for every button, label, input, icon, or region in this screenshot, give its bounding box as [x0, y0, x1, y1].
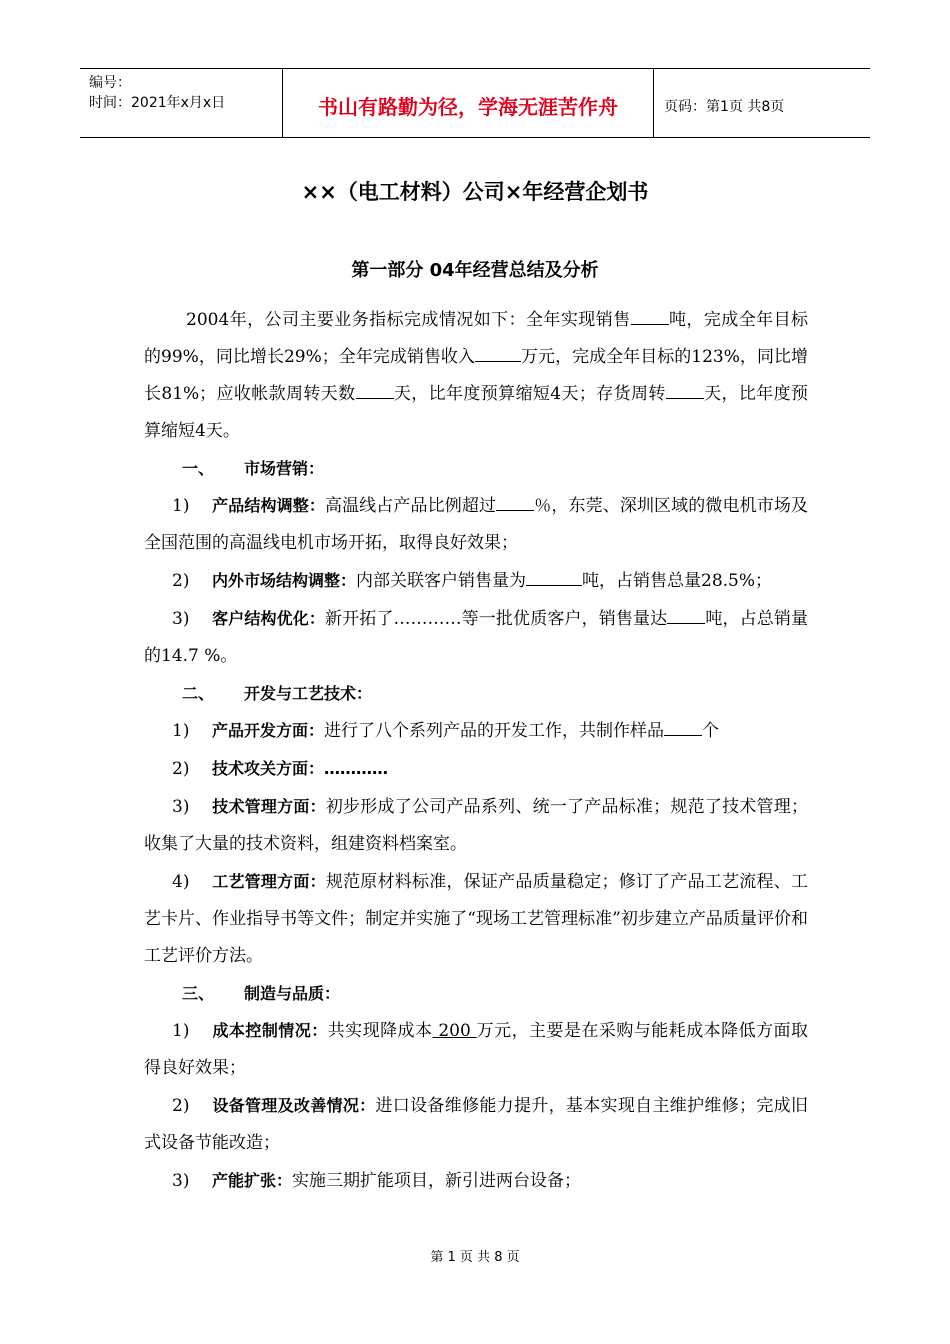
section-heading: 一、 市场营销： [182, 459, 325, 478]
motto: 书山有路勤为径，学海无涯苦作舟 [318, 94, 618, 119]
list-item: 2) 设备管理及改善情况：进口设备维修能力提升，基本实现自主维护维修；完成旧式设备节能改造； [144, 1096, 808, 1153]
blank-field [666, 380, 704, 399]
document-header [80, 68, 870, 138]
blank-field [631, 306, 669, 325]
time-label: 时间：2021年x月x日 [89, 95, 226, 111]
document-body [144, 302, 808, 1200]
header-meta [80, 69, 282, 137]
blank-field [667, 605, 705, 624]
list-item: 1) 产品结构调整：高温线占产品比例超过 ％，东莞、深圳区域的微电机市场及全国范围的高温线电机市场开拓，取得良好效果； [144, 487, 808, 562]
intro-paragraph: 2004年，公司主要业务指标完成情况如下：全年实现销售 吨，完成全年目标的99%，同比增长29%；全年完成销售收入 万元，完成全年目标的123%，同比增长81%；应收帐款周转天数 天，比年度预算缩短4天；存货周转 天，比年度预算缩短4天。 [144, 302, 808, 450]
code-label: 编号： [89, 75, 131, 91]
page-info: 页码：第1页 共8页 [664, 99, 785, 115]
list-item: 2) 技术攻关方面：………… [172, 759, 389, 779]
blank-field [526, 567, 582, 586]
cost-reduction-value: 200 [432, 1021, 477, 1041]
list-item: 3) 客户结构优化：新开拓了…………等一批优质客户，销售量达 吨，占总销量的14.7 %。 [144, 600, 808, 675]
part-title: 第一部分 04年经营总结及分析 [351, 260, 599, 281]
blank-field [356, 380, 394, 399]
list-item: 3) 产能扩张：实施三期扩能项目，新引进两台设备； [172, 1171, 582, 1191]
list-item: 1) 成本控制情况：共实现降成本 200 万元，主要是在采购与能耗成本降低方面取得良好效果； [144, 1021, 808, 1078]
blank-field [664, 717, 702, 736]
section-heading: 三、 制造与品质： [182, 984, 341, 1003]
blank-field [475, 343, 521, 362]
list-item: 3) 技术管理方面：初步形成了公司产品系列、统一了产品标准；规范了技术管理；收集了大量的技术资料，组建资料档案室。 [144, 797, 808, 854]
list-item: 1) 产品开发方面：进行了八个系列产品的开发工作，共制作样品 个 [144, 712, 808, 750]
page-footer: 第 1 页 共 8 页 [430, 1250, 520, 1265]
list-item: 2) 内外市场结构调整：内部关联客户销售量为 吨，占销售总量28.5%； [144, 562, 808, 600]
section-heading: 二、 开发与工艺技术： [182, 684, 373, 703]
list-item: 4) 工艺管理方面：规范原材料标准，保证产品质量稳定；修订了产品工艺流程、工艺卡片、作业指导书等文件；制定并实施了“现场工艺管理标准”初步建立产品质量评价和工艺评价方法。 [144, 872, 808, 966]
blank-field [496, 492, 534, 511]
document-title: ××（电工材料）公司×年经营企划书 [301, 180, 649, 204]
header-motto-cell [282, 69, 654, 137]
